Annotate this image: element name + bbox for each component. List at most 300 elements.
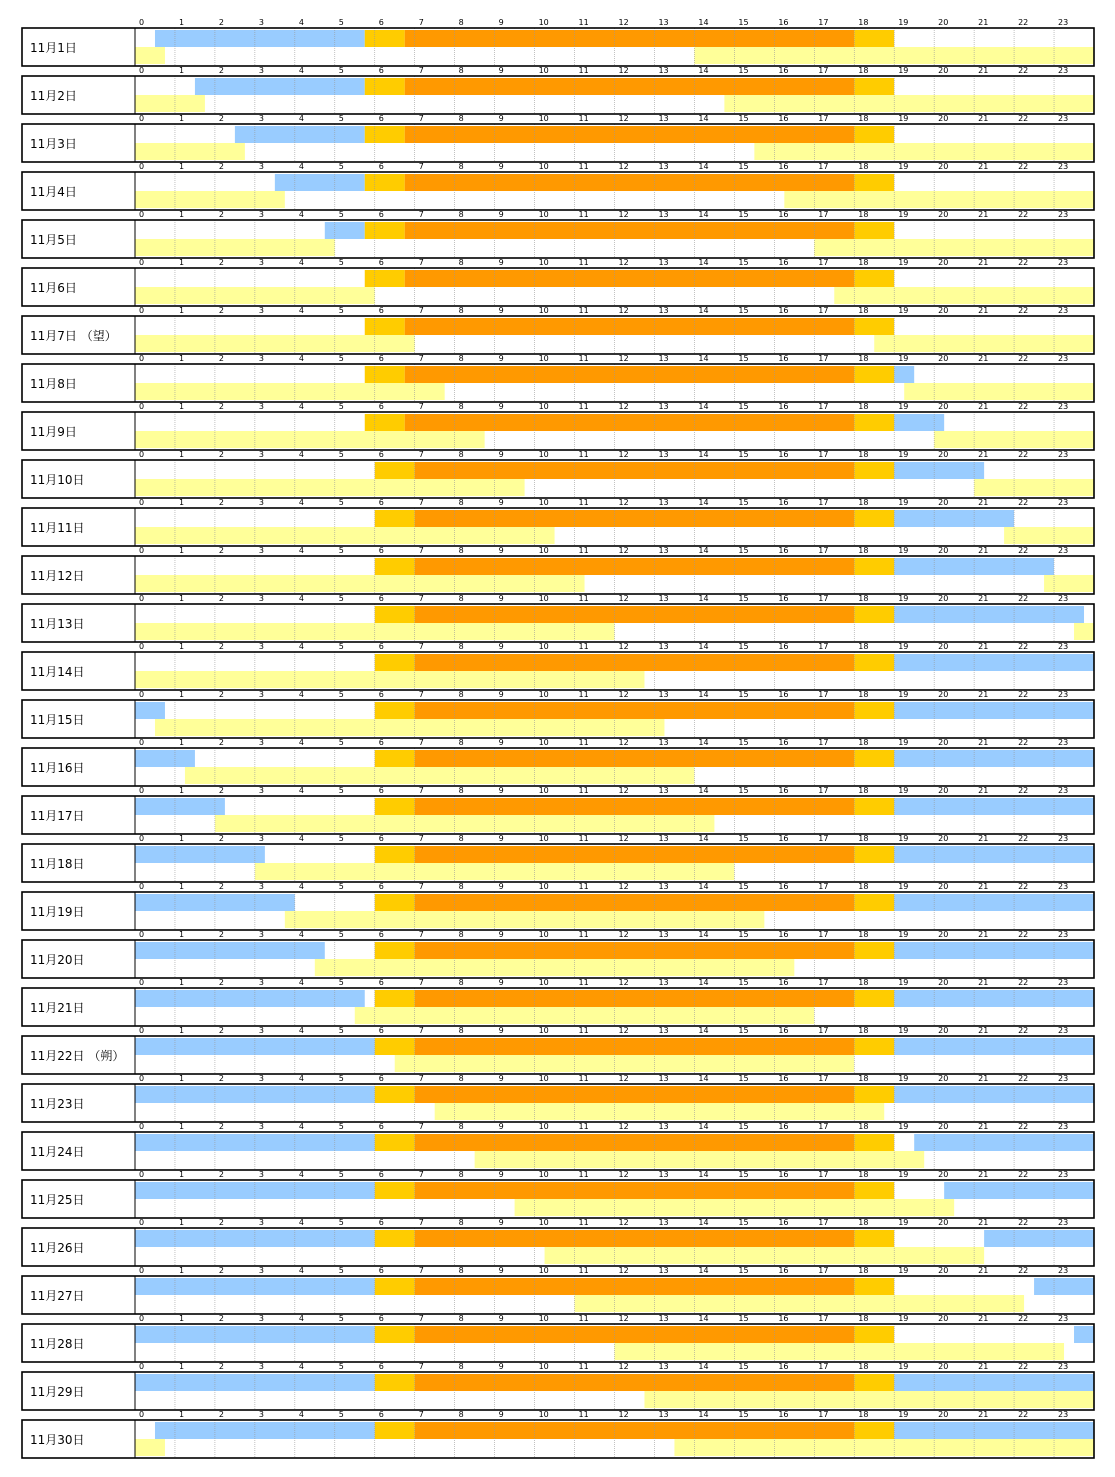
moon-segment: [644, 1391, 1094, 1408]
hour-tick-label: 11: [578, 18, 589, 27]
hour-tick-label: 21: [978, 738, 989, 747]
daytime-segment: [415, 1086, 855, 1103]
hour-tick-label: 17: [818, 114, 829, 123]
hour-tick-label: 23: [1058, 690, 1069, 699]
hour-tick-label: 12: [618, 402, 629, 411]
hour-tick-label: 8: [458, 930, 464, 939]
hour-tick-label: 12: [618, 66, 629, 75]
hour-tick-label: 16: [778, 1074, 789, 1083]
hour-tick-label: 4: [298, 402, 304, 411]
twilight-segment: [854, 846, 894, 863]
hour-tick-label: 11: [578, 450, 589, 459]
night-segment: [914, 1134, 1094, 1151]
hour-tick-label: 7: [418, 1074, 424, 1083]
hour-tick-label: 5: [338, 594, 344, 603]
hour-tick-label: 18: [858, 1410, 869, 1419]
twilight-segment: [375, 1326, 415, 1343]
hour-tick-label: 1: [178, 162, 185, 171]
hour-tick-label: 18: [858, 162, 869, 171]
hour-tick-label: 5: [338, 546, 344, 555]
night-segment: [894, 366, 914, 383]
hour-tick-label: 23: [1058, 1122, 1069, 1131]
day-label: 11月16日: [30, 761, 85, 775]
hour-tick-label: 11: [578, 594, 589, 603]
hour-tick-label: 1: [178, 450, 185, 459]
hour-tick-label: 2: [218, 306, 225, 315]
hour-tick-label: 19: [898, 1026, 909, 1035]
hour-tick-label: 3: [258, 690, 264, 699]
hour-tick-label: 8: [458, 642, 464, 651]
daytime-segment: [405, 414, 855, 431]
hour-tick-label: 4: [298, 1314, 304, 1323]
day-label: 11月28日: [30, 1337, 85, 1351]
hour-tick-label: 10: [538, 258, 549, 267]
hour-tick-label: 18: [858, 258, 869, 267]
hour-tick-label: 3: [258, 1170, 264, 1179]
hour-tick-label: 8: [458, 114, 464, 123]
hour-tick-label: 4: [298, 1266, 304, 1275]
hour-tick-label: 16: [778, 498, 789, 507]
hour-tick-label: 8: [458, 498, 464, 507]
hour-tick-label: 1: [178, 498, 185, 507]
hour-tick-label: 20: [938, 114, 949, 123]
day-label: 11月22日 （朔）: [30, 1049, 125, 1063]
hour-tick-label: 2: [218, 1218, 225, 1227]
hour-tick-label: 20: [938, 1122, 949, 1131]
moon-segment: [974, 479, 1094, 496]
hour-tick-label: 8: [458, 738, 464, 747]
daytime-segment: [415, 558, 855, 575]
hour-tick-label: 11: [578, 162, 589, 171]
hour-tick-label: 8: [458, 1410, 464, 1419]
hour-tick-label: 21: [978, 1266, 989, 1275]
night-segment: [894, 1422, 1094, 1439]
day-label: 11月5日: [30, 233, 77, 247]
hour-tick-label: 12: [618, 450, 629, 459]
hour-tick-label: 5: [338, 114, 344, 123]
hour-tick-label: 6: [378, 1410, 384, 1419]
hour-tick-label: 1: [178, 306, 185, 315]
hour-tick-label: 21: [978, 210, 989, 219]
hour-tick-label: 10: [538, 354, 549, 363]
moon-segment: [355, 1007, 815, 1024]
hour-tick-label: 9: [498, 1410, 504, 1419]
hour-tick-label: 12: [618, 306, 629, 315]
hour-tick-label: 6: [378, 882, 384, 891]
hour-tick-label: 16: [778, 1218, 789, 1227]
hour-tick-label: 19: [898, 210, 909, 219]
hour-tick-label: 5: [338, 930, 344, 939]
moon-segment: [315, 959, 795, 976]
hour-tick-label: 13: [658, 786, 669, 795]
hour-tick-label: 17: [818, 1266, 829, 1275]
hour-tick-label: 11: [578, 882, 589, 891]
hour-tick-label: 22: [1018, 498, 1029, 507]
moon-segment: [135, 335, 415, 352]
hour-tick-label: 19: [898, 594, 909, 603]
hour-tick-label: 7: [418, 1410, 424, 1419]
hour-tick-label: 11: [578, 642, 589, 651]
hour-tick-label: 3: [258, 1314, 264, 1323]
hour-tick-label: 14: [698, 882, 709, 891]
hour-tick-label: 6: [378, 1362, 384, 1371]
hour-tick-label: 17: [818, 354, 829, 363]
hour-tick-label: 19: [898, 450, 909, 459]
hour-tick-label: 13: [658, 402, 669, 411]
hour-tick-label: 5: [338, 786, 344, 795]
hour-tick-label: 0: [139, 1074, 145, 1083]
hour-tick-label: 2: [218, 402, 225, 411]
twilight-segment: [375, 798, 415, 815]
twilight-segment: [854, 654, 894, 671]
hour-tick-label: 9: [498, 1026, 504, 1035]
moon-segment: [135, 191, 285, 208]
hour-tick-label: 17: [818, 1122, 829, 1131]
hour-tick-label: 16: [778, 114, 789, 123]
hour-tick-label: 18: [858, 546, 869, 555]
day-label: 11月24日: [30, 1145, 85, 1159]
moon-segment: [694, 47, 1094, 64]
hour-tick-label: 22: [1018, 978, 1029, 987]
hour-tick-label: 15: [738, 450, 749, 459]
hour-tick-label: 6: [378, 1218, 384, 1227]
hour-tick-label: 12: [618, 114, 629, 123]
hour-tick-label: 4: [298, 1170, 304, 1179]
daytime-segment: [405, 270, 855, 287]
hour-tick-label: 16: [778, 354, 789, 363]
hour-tick-label: 15: [738, 978, 749, 987]
night-segment: [135, 990, 365, 1007]
hour-tick-label: 23: [1058, 402, 1069, 411]
hour-tick-label: 14: [698, 114, 709, 123]
hour-tick-label: 19: [898, 258, 909, 267]
hour-tick-label: 22: [1018, 1266, 1029, 1275]
hour-tick-label: 19: [898, 1266, 909, 1275]
twilight-segment: [854, 894, 894, 911]
night-segment: [894, 798, 1094, 815]
hour-tick-label: 7: [418, 402, 424, 411]
hour-tick-label: 16: [778, 162, 789, 171]
hour-tick-label: 16: [778, 690, 789, 699]
hour-tick-label: 0: [139, 1122, 145, 1131]
hour-tick-label: 11: [578, 1362, 589, 1371]
hour-tick-label: 3: [258, 66, 264, 75]
hour-tick-label: 7: [418, 450, 424, 459]
twilight-segment: [375, 1182, 415, 1199]
hour-tick-label: 8: [458, 306, 464, 315]
hour-tick-label: 22: [1018, 642, 1029, 651]
hour-tick-label: 13: [658, 1362, 669, 1371]
hour-tick-label: 6: [378, 546, 384, 555]
twilight-segment: [854, 1278, 894, 1295]
hour-tick-label: 1: [178, 1026, 185, 1035]
hour-tick-label: 15: [738, 18, 749, 27]
hour-tick-label: 5: [338, 882, 344, 891]
hour-tick-label: 20: [938, 498, 949, 507]
hour-tick-label: 14: [698, 498, 709, 507]
hour-tick-label: 11: [578, 306, 589, 315]
moon-segment: [674, 1439, 1094, 1456]
hour-tick-label: 12: [618, 930, 629, 939]
moon-segment: [395, 1055, 855, 1072]
hour-tick-label: 10: [538, 978, 549, 987]
hour-tick-label: 3: [258, 1266, 264, 1275]
hour-tick-label: 0: [139, 18, 145, 27]
hour-tick-label: 21: [978, 834, 989, 843]
moon-segment: [1044, 575, 1094, 592]
hour-tick-label: 15: [738, 1218, 749, 1227]
hour-tick-label: 4: [298, 1218, 304, 1227]
daytime-segment: [415, 798, 855, 815]
hour-tick-label: 4: [298, 18, 304, 27]
hour-tick-label: 21: [978, 18, 989, 27]
hour-tick-label: 21: [978, 690, 989, 699]
night-segment: [894, 654, 1094, 671]
hour-tick-label: 19: [898, 834, 909, 843]
hour-tick-label: 0: [139, 690, 145, 699]
hour-tick-label: 10: [538, 210, 549, 219]
hour-tick-label: 6: [378, 930, 384, 939]
hour-tick-label: 19: [898, 66, 909, 75]
twilight-segment: [854, 510, 894, 527]
hour-tick-label: 20: [938, 738, 949, 747]
night-segment: [944, 1182, 1094, 1199]
night-segment: [894, 942, 1094, 959]
hour-tick-label: 23: [1058, 1026, 1069, 1035]
hour-tick-label: 13: [658, 546, 669, 555]
hour-tick-label: 19: [898, 1170, 909, 1179]
hour-tick-label: 14: [698, 690, 709, 699]
hour-tick-label: 0: [139, 1410, 145, 1419]
hour-tick-label: 2: [218, 1170, 225, 1179]
hour-tick-label: 3: [258, 882, 264, 891]
hour-tick-label: 18: [858, 498, 869, 507]
hour-tick-label: 13: [658, 114, 669, 123]
hour-tick-label: 5: [338, 1074, 344, 1083]
daytime-segment: [405, 126, 855, 143]
hour-tick-label: 22: [1018, 882, 1029, 891]
hour-tick-label: 0: [139, 738, 145, 747]
hour-tick-label: 12: [618, 1218, 629, 1227]
twilight-segment: [375, 1134, 415, 1151]
day-label: 11月13日: [30, 617, 85, 631]
hour-tick-label: 7: [418, 738, 424, 747]
hour-tick-label: 20: [938, 882, 949, 891]
hour-tick-label: 13: [658, 930, 669, 939]
hour-tick-label: 14: [698, 354, 709, 363]
hour-tick-label: 14: [698, 306, 709, 315]
twilight-segment: [375, 942, 415, 959]
hour-tick-label: 10: [538, 786, 549, 795]
hour-tick-label: 0: [139, 642, 145, 651]
hour-tick-label: 4: [298, 882, 304, 891]
hour-tick-label: 10: [538, 1026, 549, 1035]
hour-tick-label: 13: [658, 258, 669, 267]
hour-tick-label: 8: [458, 1266, 464, 1275]
hour-tick-label: 12: [618, 978, 629, 987]
hour-tick-label: 18: [858, 1170, 869, 1179]
hour-tick-label: 2: [218, 1410, 225, 1419]
hour-tick-label: 2: [218, 450, 225, 459]
hour-tick-label: 20: [938, 1074, 949, 1083]
twilight-segment: [854, 1086, 894, 1103]
moon-segment: [135, 143, 245, 160]
hour-tick-label: 12: [618, 1170, 629, 1179]
hour-tick-label: 21: [978, 66, 989, 75]
hour-tick-label: 18: [858, 1074, 869, 1083]
hour-tick-label: 22: [1018, 114, 1029, 123]
hour-tick-label: 16: [778, 882, 789, 891]
twilight-segment: [854, 1182, 894, 1199]
twilight-segment: [365, 414, 405, 431]
hour-tick-label: 8: [458, 1026, 464, 1035]
hour-tick-label: 17: [818, 930, 829, 939]
hour-tick-label: 0: [139, 258, 145, 267]
hour-tick-label: 17: [818, 498, 829, 507]
hour-tick-label: 15: [738, 1362, 749, 1371]
hour-tick-label: 3: [258, 834, 264, 843]
hour-tick-label: 20: [938, 210, 949, 219]
moon-segment: [135, 479, 525, 496]
twilight-segment: [854, 750, 894, 767]
twilight-segment: [375, 990, 415, 1007]
twilight-segment: [375, 654, 415, 671]
hour-tick-label: 1: [178, 1266, 185, 1275]
hour-tick-label: 6: [378, 210, 384, 219]
night-segment: [894, 1374, 1094, 1391]
hour-tick-label: 21: [978, 402, 989, 411]
hour-tick-label: 20: [938, 1362, 949, 1371]
hour-tick-label: 19: [898, 978, 909, 987]
hour-tick-label: 6: [378, 162, 384, 171]
hour-tick-label: 13: [658, 1170, 669, 1179]
hour-tick-label: 14: [698, 1218, 709, 1227]
hour-tick-label: 13: [658, 1074, 669, 1083]
hour-tick-label: 7: [418, 1122, 424, 1131]
hour-tick-label: 12: [618, 498, 629, 507]
hour-tick-label: 2: [218, 930, 225, 939]
hour-tick-label: 11: [578, 1314, 589, 1323]
hour-tick-label: 18: [858, 834, 869, 843]
hour-tick-label: 0: [139, 450, 145, 459]
hour-tick-label: 0: [139, 1362, 145, 1371]
hour-tick-label: 13: [658, 834, 669, 843]
night-segment: [235, 126, 365, 143]
hour-tick-label: 16: [778, 978, 789, 987]
twilight-segment: [854, 990, 894, 1007]
day-label: 11月9日: [30, 425, 77, 439]
daytime-segment: [415, 1134, 855, 1151]
daytime-segment: [415, 1422, 855, 1439]
hour-tick-label: 5: [338, 210, 344, 219]
hour-tick-label: 10: [538, 1314, 549, 1323]
hour-tick-label: 12: [618, 882, 629, 891]
hour-tick-label: 17: [818, 210, 829, 219]
hour-tick-label: 4: [298, 690, 304, 699]
hour-tick-label: 4: [298, 1122, 304, 1131]
hour-tick-label: 12: [618, 1122, 629, 1131]
hour-tick-label: 2: [218, 642, 225, 651]
hour-tick-label: 9: [498, 1362, 504, 1371]
hour-tick-label: 17: [818, 402, 829, 411]
hour-tick-label: 0: [139, 786, 145, 795]
hour-tick-label: 8: [458, 66, 464, 75]
moon-segment: [904, 383, 1094, 400]
hour-tick-label: 22: [1018, 1410, 1029, 1419]
hour-tick-label: 17: [818, 786, 829, 795]
hour-tick-label: 2: [218, 1122, 225, 1131]
hour-tick-label: 3: [258, 1122, 264, 1131]
moon-segment: [834, 287, 1094, 304]
daytime-segment: [405, 174, 855, 191]
day-label: 11月19日: [30, 905, 85, 919]
day-label: 11月3日: [30, 137, 77, 151]
hour-tick-label: 18: [858, 1314, 869, 1323]
hour-tick-label: 22: [1018, 18, 1029, 27]
hour-tick-label: 15: [738, 930, 749, 939]
hour-tick-label: 7: [418, 1266, 424, 1275]
hour-tick-label: 0: [139, 930, 145, 939]
hour-tick-label: 9: [498, 114, 504, 123]
moon-segment: [515, 1199, 955, 1216]
hour-tick-label: 11: [578, 786, 589, 795]
hour-tick-label: 2: [218, 690, 225, 699]
hour-tick-label: 15: [738, 354, 749, 363]
hour-tick-label: 20: [938, 18, 949, 27]
hour-tick-label: 6: [378, 690, 384, 699]
hour-tick-label: 5: [338, 978, 344, 987]
hour-tick-label: 1: [178, 210, 185, 219]
hour-tick-label: 16: [778, 1170, 789, 1179]
hour-tick-label: 15: [738, 786, 749, 795]
hour-tick-label: 8: [458, 786, 464, 795]
daytime-segment: [415, 846, 855, 863]
hour-tick-label: 18: [858, 690, 869, 699]
daytime-segment: [415, 990, 855, 1007]
hour-tick-label: 17: [818, 690, 829, 699]
hour-tick-label: 4: [298, 114, 304, 123]
hour-tick-label: 13: [658, 354, 669, 363]
hour-tick-label: 3: [258, 210, 264, 219]
hour-tick-label: 5: [338, 1026, 344, 1035]
moon-segment: [435, 1103, 885, 1120]
hour-tick-label: 9: [498, 66, 504, 75]
twilight-segment: [854, 30, 894, 47]
hour-tick-label: 8: [458, 546, 464, 555]
hour-tick-label: 21: [978, 786, 989, 795]
hour-tick-label: 4: [298, 1074, 304, 1083]
twilight-segment: [375, 510, 415, 527]
hour-tick-label: 18: [858, 786, 869, 795]
hour-tick-label: 14: [698, 978, 709, 987]
hour-tick-label: 18: [858, 450, 869, 459]
moon-segment: [135, 47, 165, 64]
night-segment: [325, 222, 365, 239]
hour-tick-label: 19: [898, 642, 909, 651]
hour-tick-label: 17: [818, 1410, 829, 1419]
hour-tick-label: 3: [258, 354, 264, 363]
hour-tick-label: 12: [618, 690, 629, 699]
hour-tick-label: 6: [378, 258, 384, 267]
hour-tick-label: 22: [1018, 594, 1029, 603]
hour-tick-label: 20: [938, 1410, 949, 1419]
hour-tick-label: 7: [418, 1362, 424, 1371]
hour-tick-label: 14: [698, 66, 709, 75]
day-label: 11月10日: [30, 473, 85, 487]
hour-tick-label: 6: [378, 1074, 384, 1083]
hour-tick-label: 20: [938, 786, 949, 795]
hour-tick-label: 14: [698, 1026, 709, 1035]
